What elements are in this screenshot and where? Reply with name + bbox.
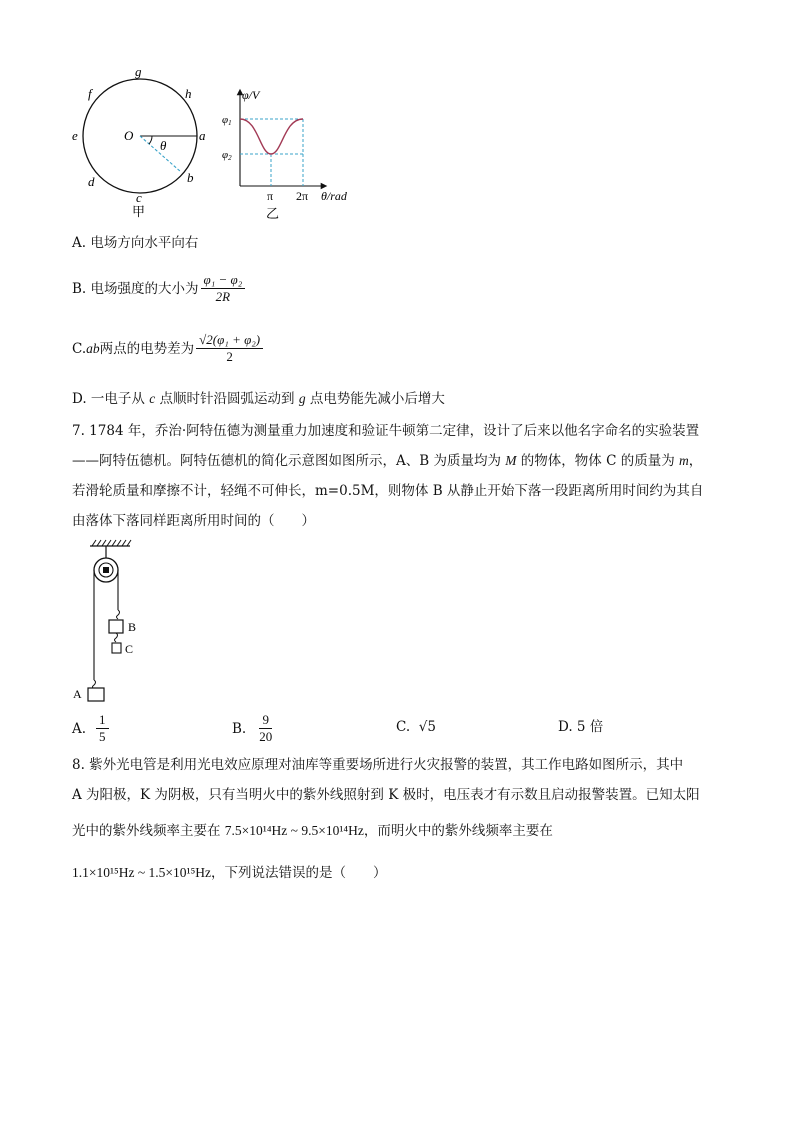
- q8-line-4: 1.1×10¹⁵Hz ~ 1.5×10¹⁵Hz，下列说法错误的是（ ）: [72, 865, 387, 881]
- tick-2pi: 2π: [296, 189, 309, 203]
- label-e: e: [72, 128, 78, 143]
- label-a: a: [199, 128, 206, 143]
- label-d: d: [88, 174, 95, 189]
- q7-line-3: 若滑轮质量和摩擦不计，轻绳不可伸长，m=0.5M，则物体 B 从静止开始下落一段距离所用时间约为其自: [72, 483, 704, 499]
- tick-pi: π: [267, 189, 274, 203]
- q8-sun-uv-range: 7.5×10¹⁴Hz ~ 9.5×10¹⁴Hz: [224, 823, 364, 838]
- q6-option-b-text: B. 电场强度的大小为: [72, 280, 199, 297]
- q6-option-c: C. ab 两点的电势差为 $\frac{\text{√2(φ₁ + φ₂)}}{2}$: [72, 332, 265, 365]
- label-c: c: [136, 190, 142, 205]
- phi1-label: φ1: [222, 114, 232, 127]
- q7-option-a: A. $\frac{1}{5}$: [72, 712, 111, 745]
- label-g: g: [135, 64, 142, 79]
- label-b: b: [187, 170, 194, 185]
- block-a: [88, 688, 104, 701]
- theta-arc: [149, 136, 152, 144]
- phi2-label: φ2: [222, 149, 232, 162]
- q6-option-a: A. 电场方向水平向右: [72, 235, 199, 251]
- q6-option-d: D. 一电子从 c 点顺时针沿圆弧运动到 g 点电势能先减小后增大: [72, 391, 445, 407]
- pulley-axle: [103, 567, 109, 573]
- hook-b: [117, 610, 120, 619]
- q8-line-2: A 为阳极，K 为阴极，只有当明火中的紫外线照射到 K 极时，电压表才有示数且启动报警装置。已知太阳: [72, 787, 700, 803]
- label-theta: θ: [160, 138, 167, 153]
- q6-option-c-fraction: $\frac{\text{√2(φ₁ + φ₂)}}{2}$: [196, 332, 263, 365]
- q7-option-d: D. 5 倍: [558, 719, 604, 735]
- potential-curve: [240, 119, 303, 154]
- q6-option-b: [72, 272, 247, 305]
- label-O: O: [124, 128, 134, 143]
- q8-line-1: 8. 紫外光电管是利用光电效应原理对油库等重要场所进行火灾报警的装置，其工作电路如图所示，其中: [72, 757, 684, 773]
- q7-line-1: 7. 1784 年，乔治·阿特伍德为测量重力加速度和验证牛顿第二定律，设计了后来以他名字命名的实验装置: [72, 423, 700, 439]
- q7-option-a-fraction: $\frac{1}{5}$: [96, 712, 109, 745]
- block-b: [109, 620, 123, 633]
- label-h: h: [185, 86, 192, 101]
- label-f: f: [88, 86, 92, 101]
- y-axis-label: φ/V: [242, 88, 260, 102]
- q7-option-b-fraction: $\frac{9}{20}$: [259, 712, 273, 744]
- hook-c: [115, 633, 118, 642]
- label-block-c: C: [125, 642, 134, 656]
- block-c: [112, 643, 121, 653]
- x-axis-label: θ/rad: [321, 189, 347, 203]
- figure-jia-circle: [60, 60, 230, 220]
- atwood-machine-figure: [68, 536, 158, 706]
- q7-line-4: 由落体下落同样距离所用时间的（ ）: [72, 513, 315, 529]
- ceiling-hatch: [92, 540, 131, 546]
- label-block-a: A: [73, 687, 82, 701]
- label-block-b: B: [128, 620, 137, 634]
- q8-flame-uv-range: 1.1×10¹⁵Hz ~ 1.5×10¹⁵Hz: [72, 865, 212, 880]
- caption-yi: 乙: [266, 206, 280, 221]
- q8-line-3: 光中的紫外线频率主要在 7.5×10¹⁴Hz ~ 9.5×10¹⁴Hz，而明火中的紫外线频率主要在: [72, 823, 553, 839]
- figure-yi-graph: [220, 82, 370, 222]
- q7-line-2: ——阿特伍德机。阿特伍德机的简化示意图如图所示，A、B 为质量均为 M 的物体，物体 C 的质量为 m，: [72, 453, 703, 469]
- q6-option-b-fraction: $\frac{\text{φ₁ − φ₂}}{2R}$: [201, 272, 246, 305]
- q7-option-c: C. √5: [396, 719, 436, 735]
- q7-option-b: B. $\frac{9}{20}$: [232, 712, 277, 745]
- caption-jia: 甲: [132, 204, 146, 219]
